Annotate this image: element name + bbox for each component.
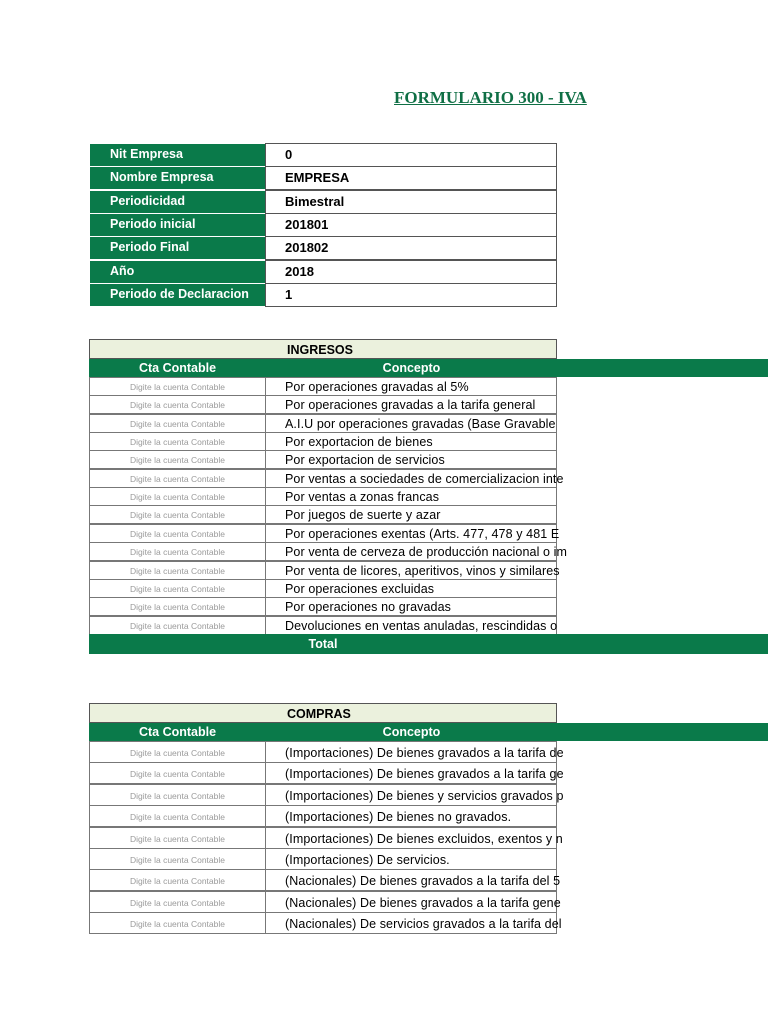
- concepto-cell: Por ventas a zonas francas: [265, 487, 557, 506]
- cuenta-contable-input[interactable]: Digite la cuenta Contable: [89, 827, 266, 849]
- concepto-cell: (Importaciones) De bienes gravados a la tarifa ge: [265, 762, 557, 784]
- concepto-header: Concepto: [266, 723, 557, 741]
- concepto-header: Concepto: [266, 359, 557, 377]
- cuenta-contable-input[interactable]: Digite la cuenta Contable: [89, 762, 266, 784]
- concepto-cell: Devoluciones en ventas anuladas, rescindidas o: [265, 616, 557, 635]
- cuenta-contable-input[interactable]: Digite la cuenta Contable: [89, 450, 266, 469]
- concepto-cell: (Importaciones) De bienes excluidos, exentos y n: [265, 827, 557, 849]
- concepto-cell: Por ventas a sociedades de comercializacion inte: [265, 469, 557, 488]
- cuenta-contable-input[interactable]: Digite la cuenta Contable: [89, 805, 266, 827]
- info-label: Año: [89, 260, 266, 284]
- ingresos-heading: [89, 339, 557, 359]
- cuenta-contable-input[interactable]: Digite la cuenta Contable: [89, 432, 266, 451]
- info-value-field[interactable]: 0: [265, 143, 557, 167]
- cuenta-contable-input[interactable]: Digite la cuenta Contable: [89, 616, 266, 635]
- cuenta-contable-input[interactable]: Digite la cuenta Contable: [89, 741, 266, 763]
- concepto-cell: (Importaciones) De servicios.: [265, 848, 557, 870]
- info-label: Periodo Final: [89, 236, 266, 260]
- concepto-cell: (Importaciones) De bienes y servicios gravados p: [265, 784, 557, 806]
- cuenta-contable-input[interactable]: Digite la cuenta Contable: [89, 561, 266, 580]
- cuenta-contable-input[interactable]: Digite la cuenta Contable: [89, 395, 266, 414]
- cuenta-contable-input[interactable]: Digite la cuenta Contable: [89, 784, 266, 806]
- info-label: Periodicidad: [89, 190, 266, 214]
- cuenta-contable-input[interactable]: Digite la cuenta Contable: [89, 377, 266, 396]
- cuenta-contable-input[interactable]: Digite la cuenta Contable: [89, 869, 266, 891]
- info-value-field[interactable]: 2018: [265, 260, 557, 284]
- cuenta-contable-input[interactable]: Digite la cuenta Contable: [89, 579, 266, 598]
- concepto-cell: (Nacionales) De bienes gravados a la tarifa gene: [265, 891, 557, 913]
- concepto-cell: Por juegos de suerte y azar: [265, 505, 557, 524]
- concepto-cell: A.I.U por operaciones gravadas (Base Gravable: [265, 414, 557, 433]
- concepto-cell: Por operaciones gravadas a la tarifa general: [265, 395, 557, 414]
- cuenta-contable-input[interactable]: Digite la cuenta Contable: [89, 912, 266, 934]
- concepto-cell: (Importaciones) De bienes gravados a la tarifa de: [265, 741, 557, 763]
- info-value-field[interactable]: Bimestral: [265, 190, 557, 214]
- cuenta-contable-input[interactable]: Digite la cuenta Contable: [89, 524, 266, 543]
- info-value-field[interactable]: 201801: [265, 213, 557, 237]
- concepto-cell: (Importaciones) De bienes no gravados.: [265, 805, 557, 827]
- info-value-field[interactable]: 201802: [265, 236, 557, 260]
- cuenta-contable-input[interactable]: Digite la cuenta Contable: [89, 505, 266, 524]
- cuenta-contable-input[interactable]: Digite la cuenta Contable: [89, 469, 266, 488]
- info-label: Nit Empresa: [89, 143, 266, 167]
- total-row-extension: [557, 634, 768, 654]
- concepto-cell: Por venta de cerveza de producción nacional o im: [265, 542, 557, 561]
- concepto-header-extension: [557, 359, 768, 377]
- form-title: FORMULARIO 300 - IVA: [394, 88, 587, 107]
- concepto-cell: (Nacionales) De servicios gravados a la tarifa del: [265, 912, 557, 934]
- cuenta-contable-input[interactable]: Digite la cuenta Contable: [89, 848, 266, 870]
- ingresos-heading-text: INGRESOS: [287, 343, 353, 357]
- concepto-cell: Por operaciones exentas (Arts. 477, 478 y 481 E: [265, 524, 557, 543]
- concepto-cell: Por operaciones gravadas al 5%: [265, 377, 557, 396]
- cuenta-contable-input[interactable]: Digite la cuenta Contable: [89, 891, 266, 913]
- info-label: Periodo inicial: [89, 213, 266, 237]
- info-value-field[interactable]: EMPRESA: [265, 166, 557, 190]
- cuenta-contable-input[interactable]: Digite la cuenta Contable: [89, 414, 266, 433]
- info-label: Nombre Empresa: [89, 166, 266, 190]
- concepto-header-extension: [557, 723, 768, 741]
- compras-heading: [89, 703, 557, 723]
- cuenta-contable-input[interactable]: Digite la cuenta Contable: [89, 542, 266, 561]
- cuenta-contable-input[interactable]: Digite la cuenta Contable: [89, 597, 266, 616]
- cta-contable-header: Cta Contable: [89, 723, 266, 741]
- total-row: Total: [89, 634, 557, 654]
- cuenta-contable-input[interactable]: Digite la cuenta Contable: [89, 487, 266, 506]
- compras-heading-text: COMPRAS: [287, 707, 351, 721]
- info-value-field[interactable]: 1: [265, 283, 557, 307]
- info-label: Periodo de Declaracion: [89, 283, 266, 307]
- concepto-cell: Por operaciones excluidas: [265, 579, 557, 598]
- concepto-cell: Por venta de licores, aperitivos, vinos y similares: [265, 561, 557, 580]
- concepto-cell: Por operaciones no gravadas: [265, 597, 557, 616]
- concepto-cell: (Nacionales) De bienes gravados a la tarifa del 5: [265, 869, 557, 891]
- cta-contable-header: Cta Contable: [89, 359, 266, 377]
- concepto-cell: Por exportacion de servicios: [265, 450, 557, 469]
- concepto-cell: Por exportacion de bienes: [265, 432, 557, 451]
